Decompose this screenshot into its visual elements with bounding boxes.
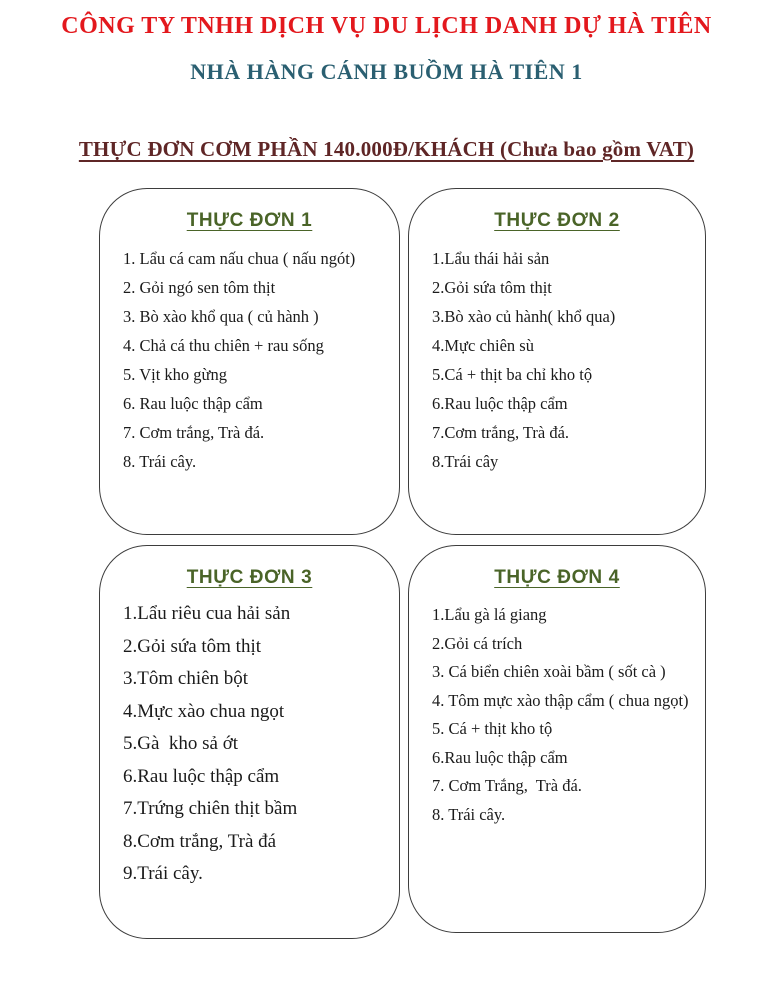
menu-card-4-title: THỰC ĐƠN 4 — [494, 567, 620, 588]
menu-card-2 — [408, 188, 706, 535]
menu-item: 3. Cá biển chiên xoài bầm ( sốt cà ) — [432, 662, 666, 681]
menu-item: 7. Cơm trắng, Trà đá. — [123, 423, 265, 442]
menu-item: 5. Vịt kho gừng — [123, 365, 227, 384]
menu-card-3-items — [100, 598, 399, 891]
menu-item: 8.Trái cây — [432, 452, 499, 471]
menu-item: 6.Rau luộc thập cẩm — [123, 765, 280, 787]
menu-card-3 — [99, 545, 400, 939]
menu-item: 6.Rau luộc thập cẩm — [432, 747, 568, 767]
company-title: CÔNG TY TNHH DỊCH VỤ DU LỊCH DANH DỰ HÀ TIÊN — [61, 13, 712, 39]
menu-item: 3.Tôm chiên bột — [123, 668, 249, 689]
menu-item: 1.Lẩu gà lá giang — [432, 605, 547, 624]
menu-item: 3. Bò xào khổ qua ( củ hành ) — [123, 307, 319, 326]
menu-card-1-title: THỰC ĐƠN 1 — [186, 210, 313, 231]
menu-item: 5. Cá + thịt kho tộ — [432, 719, 553, 738]
menu-item: 6. Rau luộc thập cẩm — [123, 394, 263, 413]
menu-item: 5.Gà kho sả ớt — [123, 733, 239, 754]
menu-item: 4. Tôm mực xào thập cẩm ( chua ngọt) — [432, 690, 689, 710]
menu-section-title: THỰC ĐƠN CƠM PHẦN 140.000Đ/KHÁCH (Chưa bao gồm VAT) — [78, 137, 695, 161]
menu-item: 4.Mực xào chua ngọt — [123, 700, 285, 722]
menu-item: 3.Bò xào củ hành( khổ qua) — [432, 307, 616, 326]
menu-item: 2.Gỏi cá trích — [432, 633, 523, 653]
menu-item: 1.Lẩu thái hải sản — [432, 249, 550, 268]
menu-card-1-items — [100, 244, 399, 476]
menu-card-4-items — [409, 601, 705, 829]
menu-card-2-title: THỰC ĐƠN 2 — [494, 210, 620, 231]
menu-item: 1.Lẩu riêu cua hải sản — [123, 603, 291, 624]
menu-item: 2. Gỏi ngó sen tôm thịt — [123, 278, 276, 297]
menu-item: 8. Trái cây. — [123, 452, 197, 471]
menu-item: 7. Cơm Trắng, Trà đá. — [432, 776, 582, 795]
menu-card-3-title: THỰC ĐƠN 3 — [186, 567, 313, 588]
menu-item: 1. Lẩu cá cam nấu chua ( nấu ngót) — [123, 249, 356, 268]
menu-item: 8.Cơm trắng, Trà đá — [123, 830, 277, 852]
menu-item: 4.Mực chiên sù — [432, 336, 534, 355]
restaurant-title: NHÀ HÀNG CÁNH BUỒM HÀ TIÊN 1 — [190, 59, 583, 84]
menu-item: 4. Chả cá thu chiên + rau sống — [123, 336, 324, 355]
menu-item: 2.Gỏi sứa tôm thịt — [432, 278, 552, 297]
menu-card-2-items — [409, 244, 705, 476]
menu-item: 8. Trái cây. — [432, 804, 506, 824]
menu-item: 2.Gỏi sứa tôm thịt — [123, 635, 262, 657]
menu-item: 7.Trứng chiên thịt bầm — [123, 798, 298, 819]
menu-card-1 — [99, 188, 400, 535]
menu-card-4 — [408, 545, 706, 933]
menu-item: 6.Rau luộc thập cẩm — [432, 394, 568, 413]
menu-item: 7.Cơm trắng, Trà đá. — [432, 423, 570, 442]
menu-item: 9.Trái cây. — [123, 863, 203, 884]
menu-item: 5.Cá + thịt ba chỉ kho tộ — [432, 365, 593, 384]
